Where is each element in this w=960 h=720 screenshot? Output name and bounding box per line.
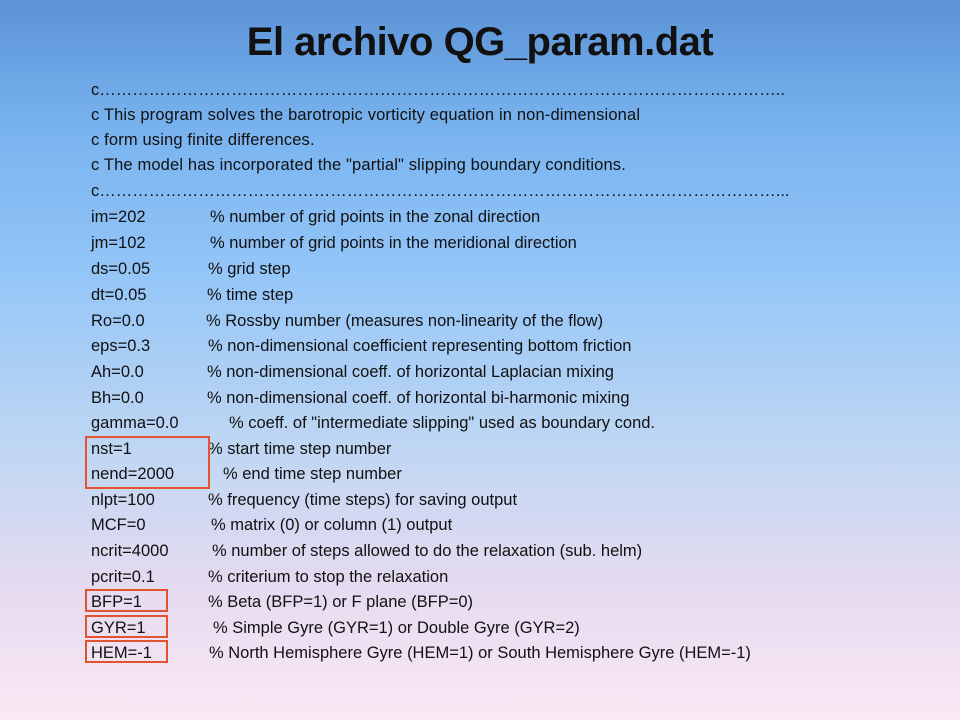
param-name: nlpt=100 bbox=[91, 491, 155, 509]
param-name: jm=102 bbox=[91, 234, 146, 252]
param-name: ncrit=4000 bbox=[91, 542, 169, 560]
param-description: % time step bbox=[207, 286, 294, 304]
param-description: % Rossby number (measures non-linearity of the flow) bbox=[206, 312, 604, 330]
param-description: % non-dimensional coeff. of horizontal bi-harmonic mixing bbox=[207, 389, 630, 407]
param-description: % end time step number bbox=[223, 465, 402, 483]
param-name: MCF=0 bbox=[91, 516, 146, 534]
param-description: % Beta (BFP=1) or F plane (BFP=0) bbox=[208, 593, 474, 611]
param-name: GYR=1 bbox=[91, 619, 146, 637]
param-description: % North Hemisphere Gyre (HEM=1) or South Hemisphere Gyre (HEM=-1) bbox=[209, 644, 751, 662]
param-name: Ah=0.0 bbox=[91, 363, 144, 381]
comment-text: c form using finite differences. bbox=[91, 131, 315, 149]
param-name: ds=0.05 bbox=[91, 260, 151, 278]
param-description: % grid step bbox=[208, 260, 291, 278]
comment-text: c This program solves the barotropic vorticity equation in non-dimensional bbox=[91, 106, 641, 124]
param-name: nst=1 bbox=[91, 440, 132, 458]
param-description: % start time step number bbox=[208, 440, 392, 458]
param-description: % number of grid points in the meridional direction bbox=[210, 234, 577, 252]
param-description: % number of grid points in the zonal direction bbox=[210, 208, 541, 226]
param-name: HEM=-1 bbox=[91, 644, 152, 662]
param-description: % number of steps allowed to do the relaxation (sub. helm) bbox=[212, 542, 643, 560]
param-description: % matrix (0) or column (1) output bbox=[211, 516, 453, 534]
param-description: % non-dimensional coeff. of horizontal Laplacian mixing bbox=[207, 363, 614, 381]
param-name: Bh=0.0 bbox=[91, 389, 144, 407]
comment-text: c The model has incorporated the "partial" slipping boundary conditions. bbox=[91, 156, 626, 174]
param-name: Ro=0.0 bbox=[91, 312, 145, 330]
comment-text: c……………………………………………………………………………………………………………... bbox=[91, 182, 790, 200]
param-description: % criterium to stop the relaxation bbox=[208, 568, 449, 586]
param-name: pcrit=0.1 bbox=[91, 568, 155, 586]
param-description: % non-dimensional coefficient representing bottom friction bbox=[208, 337, 632, 355]
param-name: dt=0.05 bbox=[91, 286, 147, 304]
param-description: % frequency (time steps) for saving output bbox=[208, 491, 518, 509]
param-name: BFP=1 bbox=[91, 593, 142, 611]
param-description: % coeff. of "intermediate slipping" used as boundary cond. bbox=[229, 414, 656, 432]
param-name: eps=0.3 bbox=[91, 337, 151, 355]
comment-text: c…………………………………………………………………………………………………………….. bbox=[91, 81, 785, 99]
slide-title: El archivo QG_param.dat bbox=[246, 20, 714, 64]
param-name: nend=2000 bbox=[91, 465, 175, 483]
param-name: gamma=0.0 bbox=[91, 414, 179, 432]
param-description: % Simple Gyre (GYR=1) or Double Gyre (GYR=2) bbox=[213, 619, 580, 637]
param-name: im=202 bbox=[91, 208, 146, 226]
